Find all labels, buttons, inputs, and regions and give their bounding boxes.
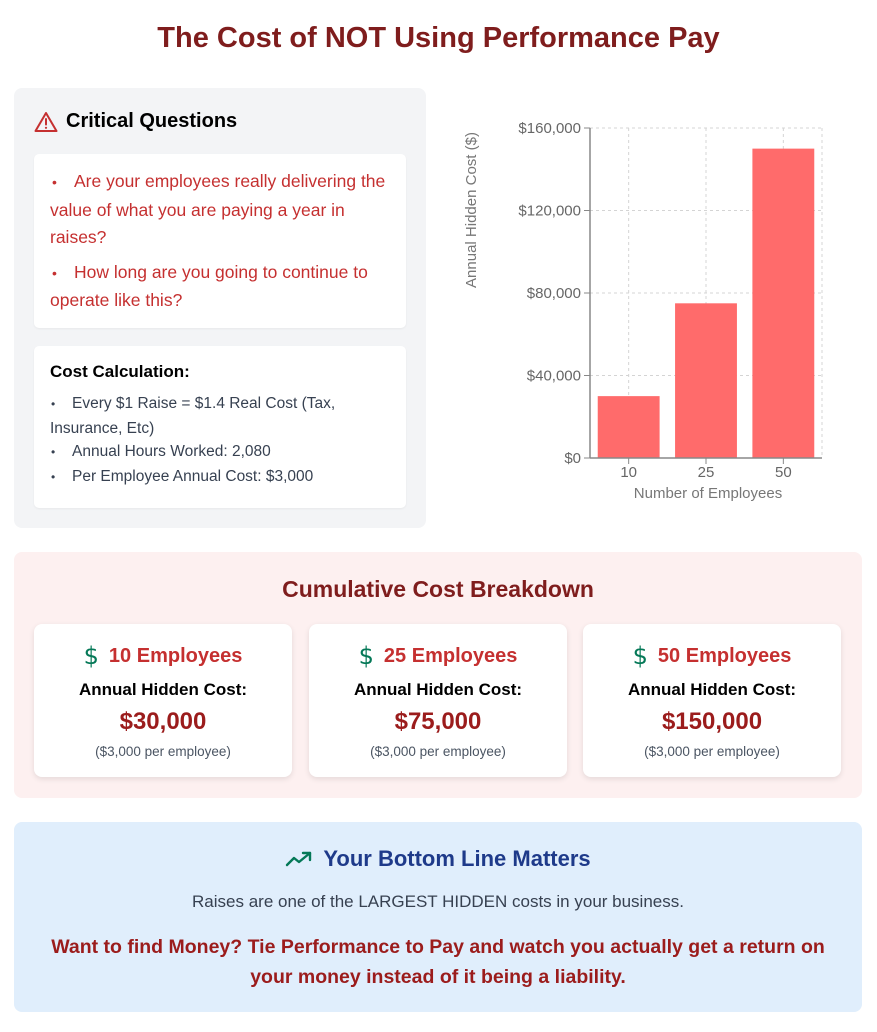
question-item <box>50 259 390 315</box>
x-axis-label: Number of Employees <box>633 485 783 502</box>
y-tick-label: $160,000 <box>518 120 581 137</box>
card-note: ($3,000 per employee) <box>95 744 231 759</box>
bullet: • <box>51 469 56 484</box>
x-tick-label: 50 <box>774 464 792 481</box>
question-item <box>50 168 390 252</box>
questions-card <box>34 154 406 328</box>
calc-item-text: Every $1 Raise = $1.4 Real Cost (Tax, Insurance, Etc) <box>50 395 336 437</box>
warning-triangle-icon <box>34 111 58 133</box>
card-label: Annual Hidden Cost: <box>627 680 797 699</box>
cost-calculation-title: Cost Calculation: <box>50 362 190 381</box>
question-text: How long are you going to continue to operate like this? <box>50 261 368 310</box>
y-tick-label: $0 <box>564 450 581 467</box>
bar-chart <box>450 100 850 520</box>
cost-card-10-employees <box>34 624 292 777</box>
bottom-line-title: Your Bottom Line Matters <box>323 846 591 871</box>
calc-item <box>50 440 390 465</box>
bullet: • <box>52 264 57 281</box>
card-amount: $30,000 <box>119 708 207 735</box>
calc-item <box>50 465 390 490</box>
trending-up-icon <box>285 850 313 868</box>
bullet: • <box>51 445 56 459</box>
bottom-line-text: Raises are one of the LARGEST HIDDEN costs in your business. <box>192 892 684 911</box>
cost-card-25-employees <box>309 624 567 777</box>
card-title: 50 Employees <box>657 644 792 667</box>
card-note: ($3,000 per employee) <box>644 744 780 759</box>
card-amount: $75,000 <box>394 708 482 735</box>
x-tick-label: 25 <box>697 464 715 481</box>
page-title: The Cost of NOT Using Performance Pay <box>157 22 720 54</box>
y-tick-label: $80,000 <box>526 285 581 302</box>
dollar-icon: $ <box>358 642 374 670</box>
dollar-icon: $ <box>83 642 99 670</box>
card-title: 10 Employees <box>108 644 243 667</box>
cost-card-50-employees <box>583 624 841 777</box>
calc-item-text: Per Employee Annual Cost: $3,000 <box>72 467 314 485</box>
calc-item <box>50 392 390 440</box>
card-label: Annual Hidden Cost: <box>78 680 248 699</box>
card-title: 25 Employees <box>383 644 518 667</box>
bullet: • <box>51 397 56 411</box>
bar-10 <box>598 396 660 458</box>
calc-item-text: Annual Hours Worked: 2,080 <box>72 443 271 460</box>
cumulative-breakdown-panel <box>14 552 862 798</box>
bullet: • <box>52 174 57 190</box>
critical-questions-header <box>34 110 237 133</box>
bar-50 <box>752 149 814 458</box>
card-note: ($3,000 per employee) <box>370 744 506 759</box>
card-head <box>583 642 841 670</box>
hidden-cost-chart <box>450 100 850 520</box>
bottom-line-cta: Want to find Money? Tie Performance to Pay and watch you actually get a return on your money instead of it being a liability. <box>51 936 825 988</box>
card-head <box>34 642 292 670</box>
y-tick-label: $40,000 <box>526 367 581 385</box>
critical-questions-panel <box>14 88 426 528</box>
card-head <box>309 642 567 670</box>
bottom-line-header <box>14 846 862 872</box>
dollar-icon: $ <box>632 642 648 670</box>
question-text: Are your employees really delivering the value of what you are paying a year in raises? <box>50 171 386 247</box>
card-label: Annual Hidden Cost: <box>353 680 523 699</box>
y-axis-label: Annual Hidden Cost ($) <box>463 132 480 288</box>
bar-25 <box>675 303 737 458</box>
x-tick-label: 10 <box>620 464 638 481</box>
breakdown-title: Cumulative Cost Breakdown <box>282 576 594 602</box>
bottom-line-panel <box>14 822 862 1012</box>
card-amount: $150,000 <box>661 708 763 735</box>
cost-calculation-card <box>34 346 406 508</box>
y-tick-label: $120,000 <box>518 202 581 220</box>
critical-questions-title: Critical Questions <box>66 110 238 132</box>
